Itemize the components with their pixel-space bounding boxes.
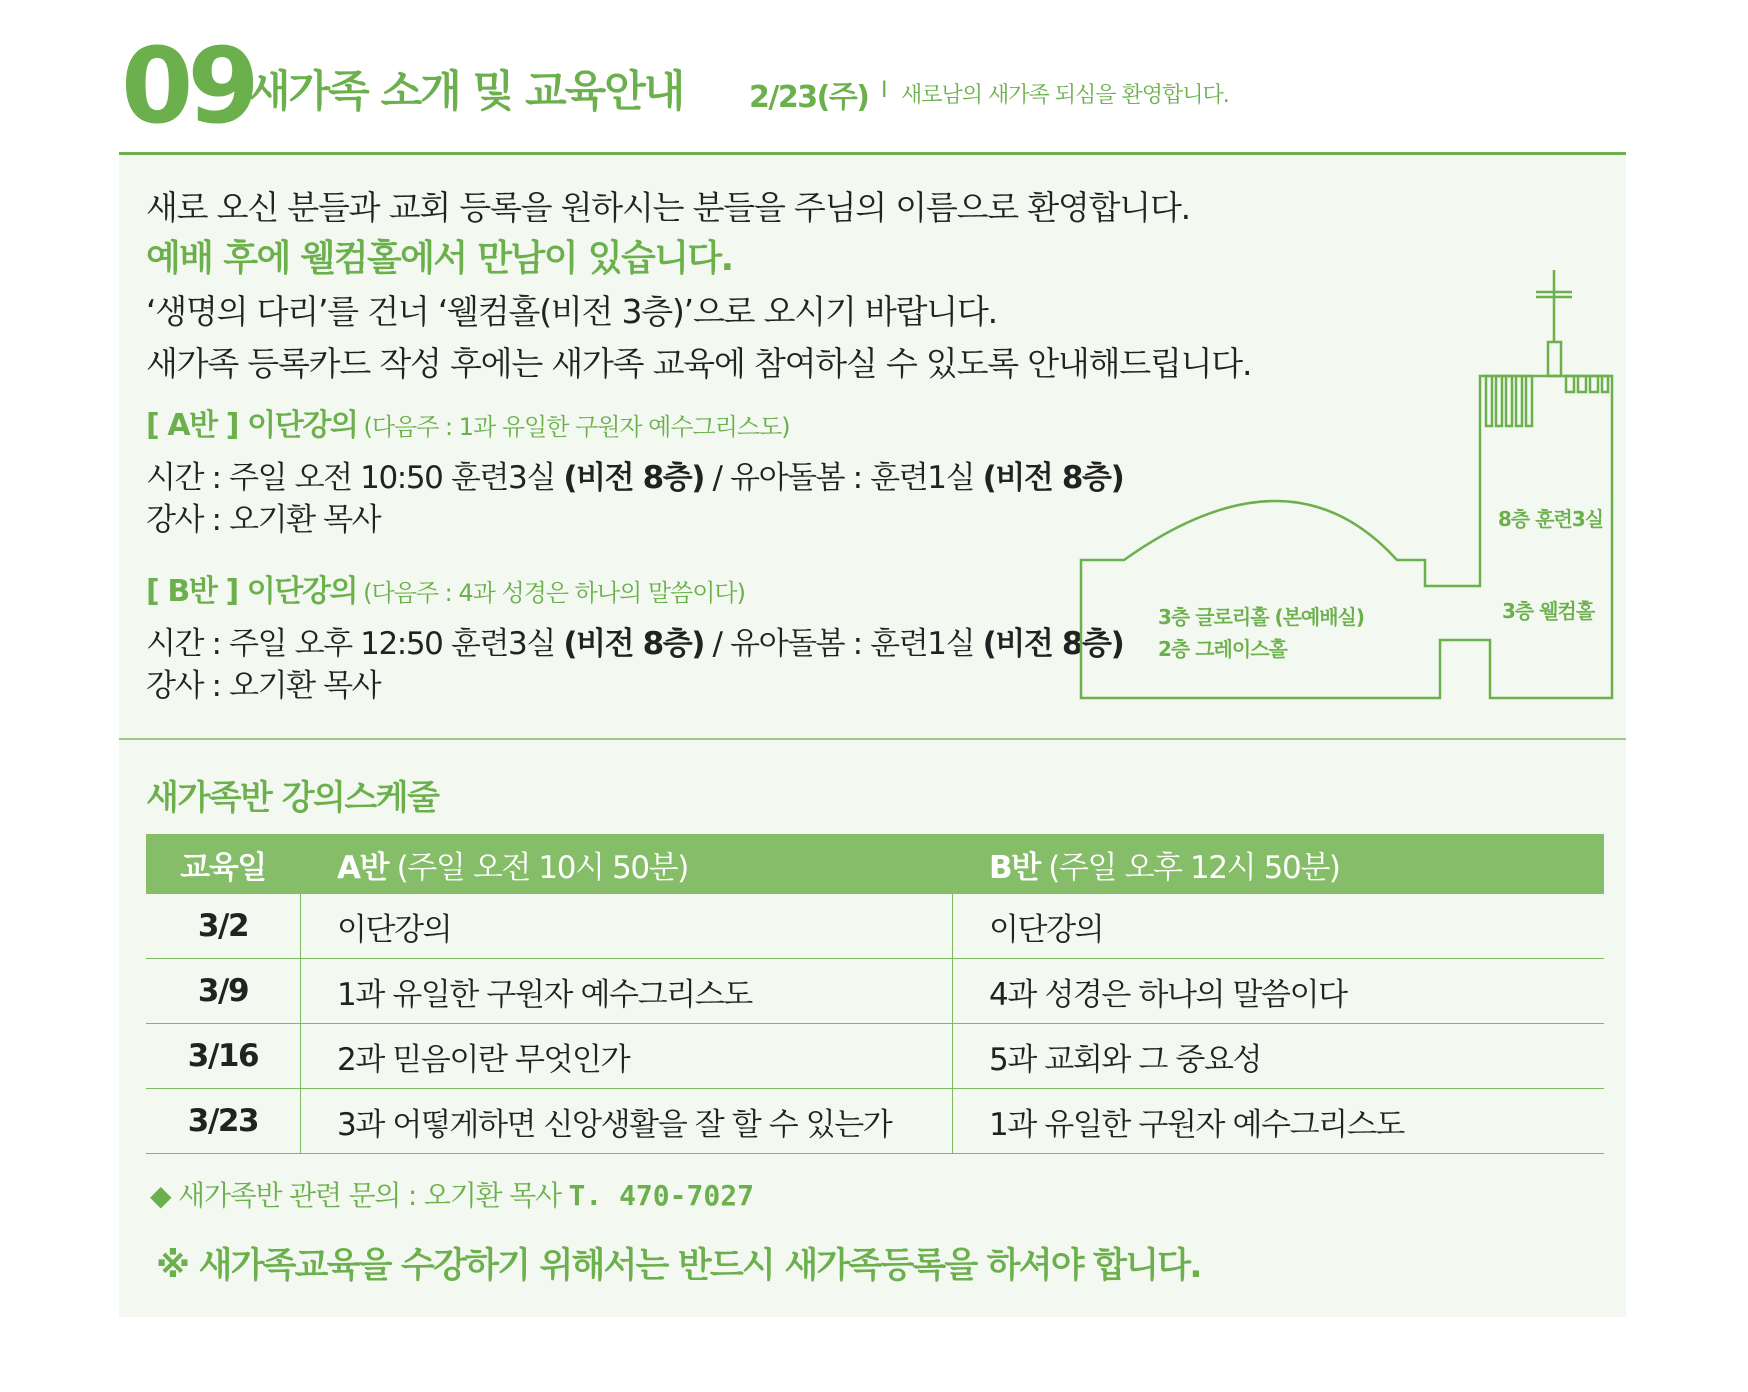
class-b-care-room: (비전 8층)	[982, 626, 1124, 662]
row-class-a: 이단강의	[301, 894, 953, 959]
row-date: 3/2	[146, 894, 301, 959]
section-header	[121, 25, 1626, 152]
row-class-a: 2과 믿음이란 무엇인가	[301, 1024, 953, 1089]
label-training-room: 8층 훈련3실	[1498, 507, 1604, 531]
intro-highlight: 예배 후에 웰컴홀에서 만남이 있습니다.	[146, 238, 733, 279]
class-a-note: (다음주 : 1과 유일한 구원자 예수그리스도)	[363, 413, 790, 441]
header-class-b-time: (주일 오후 12시 50분)	[1039, 849, 1340, 886]
header-separator: I	[881, 78, 888, 103]
row-class-b: 4과 성경은 하나의 말씀이다	[953, 959, 1605, 1024]
schedule-title: 새가족반 강의스케줄	[146, 778, 439, 818]
class-a-care-label: / 유아돌봄 : 훈련1실	[704, 460, 983, 496]
class-a-heading	[146, 400, 790, 444]
class-b-care-label: / 유아돌봄 : 훈련1실	[704, 626, 983, 662]
row-class-b: 이단강의	[953, 894, 1605, 959]
header-class-a-time: (주일 오전 10시 50분)	[388, 849, 688, 886]
schedule-header-row	[146, 834, 1604, 894]
header-date: 교육일	[146, 834, 301, 894]
class-b-time-room: (비전 8층)	[563, 626, 705, 662]
class-a-time	[146, 452, 1123, 497]
section-divider	[119, 738, 1626, 740]
row-class-a: 3과 어떻게하면 신앙생활을 잘 할 수 있는가	[301, 1089, 953, 1154]
schedule-table	[146, 834, 1604, 1154]
header-class-a-name: A반	[337, 849, 389, 886]
header-class-b	[953, 834, 1605, 894]
label-glory-hall: 3층 글로리홀 (본예배실)	[1158, 605, 1365, 629]
class-a-lecturer: 강사 : 오기환 목사	[146, 502, 381, 538]
class-b-title: [ B반 ] 이단강의	[146, 574, 358, 609]
header-class-a	[301, 834, 953, 894]
class-a-title: [ A반 ] 이단강의	[146, 408, 358, 443]
table-row	[146, 1024, 1604, 1089]
row-date: 3/23	[146, 1089, 301, 1154]
section-number: 09	[121, 25, 254, 147]
row-class-a: 1과 유일한 구원자 예수그리스도	[301, 959, 953, 1024]
class-b-lecturer: 강사 : 오기환 목사	[146, 668, 381, 704]
row-date: 3/9	[146, 959, 301, 1024]
registration-notice: ※ 새가족교육을 수강하기 위해서는 반드시 새가족등록을 하셔야 합니다.	[156, 1246, 1201, 1286]
class-b-note: (다음주 : 4과 성경은 하나의 말씀이다)	[363, 579, 745, 607]
intro-line-4: 새가족 등록카드 작성 후에는 새가족 교육에 참여하실 수 있도록 안내해드립니다.	[146, 344, 1252, 383]
welcome-message: 새로남의 새가족 되심을 환영합니다.	[901, 83, 1229, 108]
table-row	[146, 959, 1604, 1024]
class-a-time-room: (비전 8층)	[563, 460, 705, 496]
label-welcome-hall: 3층 웰컴홀	[1502, 599, 1595, 623]
table-row	[146, 894, 1604, 959]
contact-info	[150, 1174, 754, 1214]
label-grace-hall: 2층 그레이스홀	[1158, 637, 1287, 661]
contact-label: ◆ 새가족반 관련 문의 : 오기환 목사	[150, 1179, 569, 1212]
class-a-time-label: 시간 : 주일 오전 10:50 훈련3실	[146, 460, 564, 496]
class-b-time	[146, 618, 1123, 663]
intro-line-1: 새로 오신 분들과 교회 등록을 원하시는 분들을 주님의 이름으로 환영합니다.	[146, 188, 1190, 227]
church-building-diagram	[1070, 262, 1616, 708]
table-row	[146, 1089, 1604, 1154]
header-class-b-name: B반	[989, 849, 1040, 886]
class-b-heading	[146, 566, 745, 610]
contact-phone: T. 470-7027	[568, 1179, 754, 1212]
section-title: 새가족 소개 및 교육안내	[249, 67, 684, 117]
intro-line-3: ‘생명의 다리’를 건너 ‘웰컴홀(비전 3층)’으로 오시기 바랍니다.	[146, 292, 997, 331]
class-a-care-room: (비전 8층)	[982, 460, 1124, 496]
row-date: 3/16	[146, 1024, 301, 1089]
row-class-b: 1과 유일한 구원자 예수그리스도	[953, 1089, 1605, 1154]
class-b-time-label: 시간 : 주일 오후 12:50 훈련3실	[146, 626, 564, 662]
event-date: 2/23(주)	[749, 80, 869, 115]
row-class-b: 5과 교회와 그 중요성	[953, 1024, 1605, 1089]
